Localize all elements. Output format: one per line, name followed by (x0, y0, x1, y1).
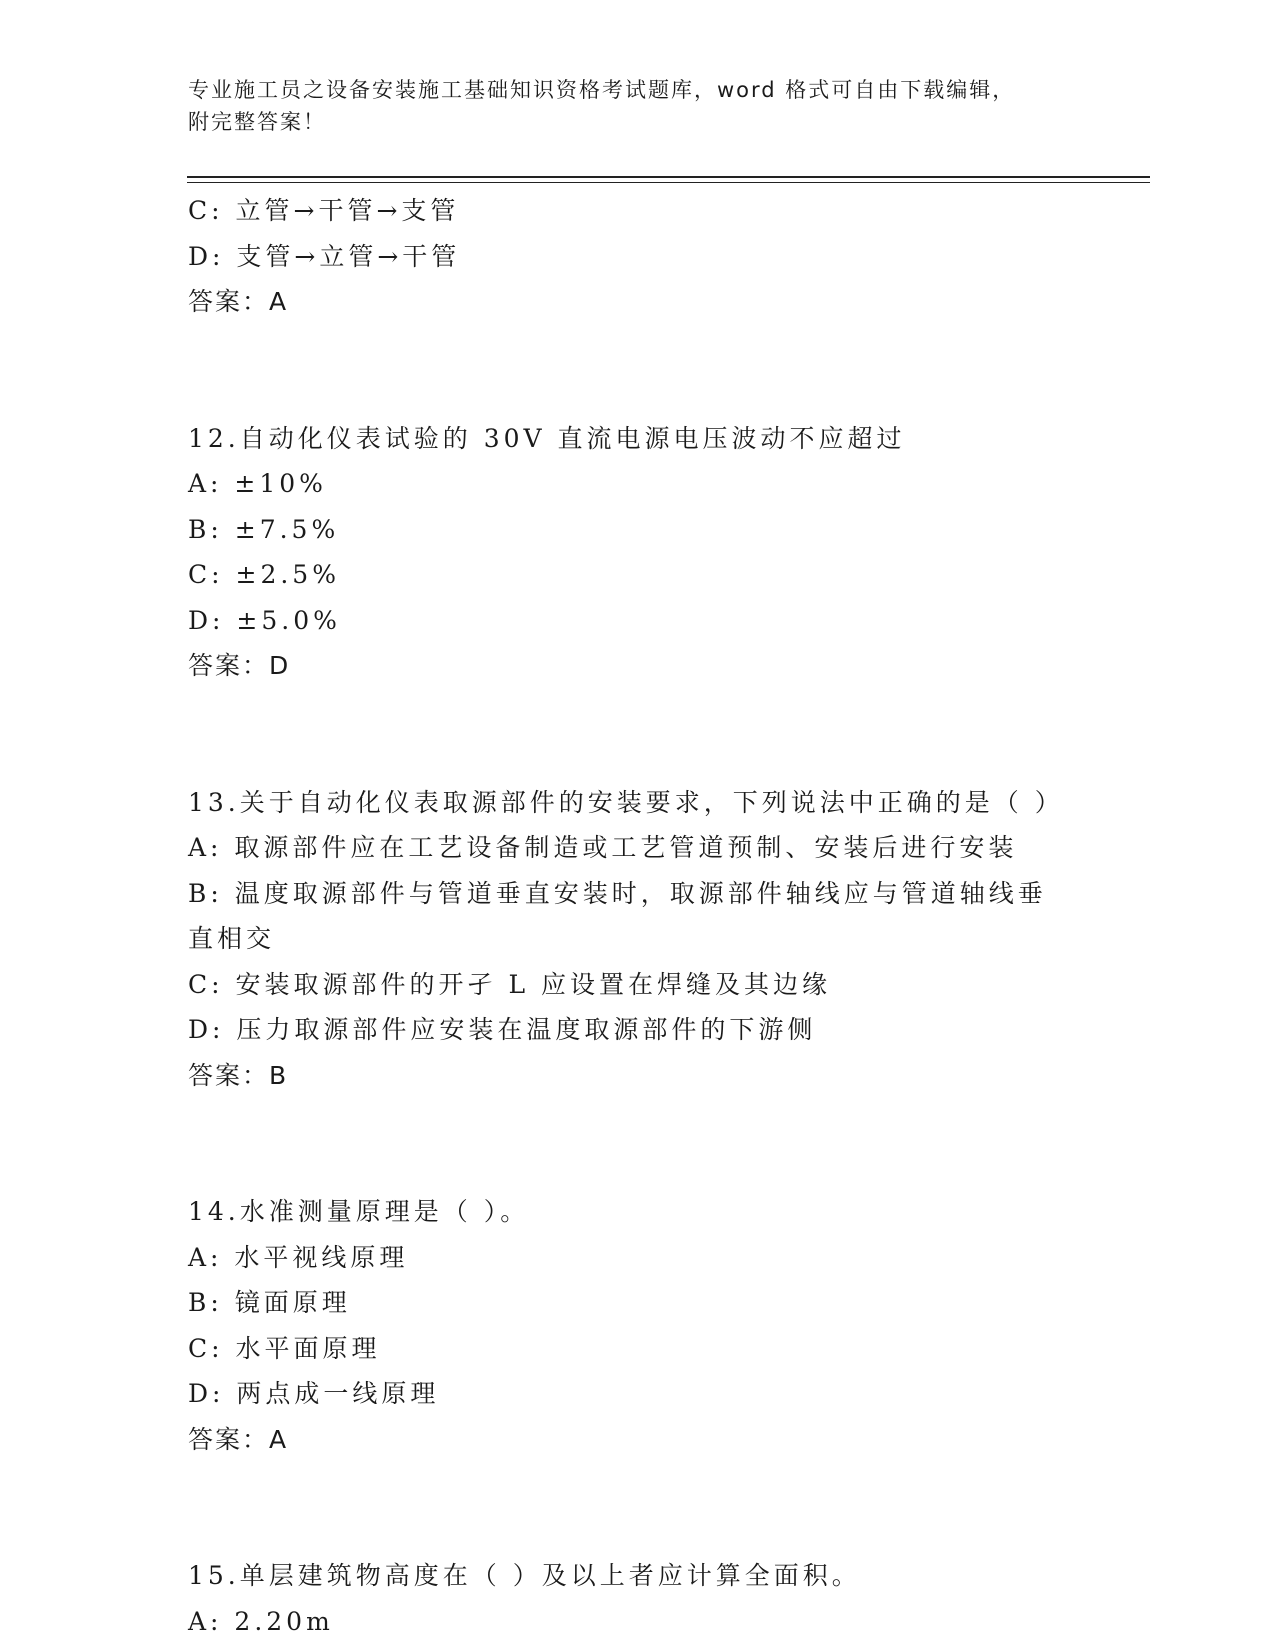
option-c: C: ±2.5% (188, 560, 340, 589)
question-11-tail (188, 188, 1088, 325)
option-a: A: ±10% (188, 469, 327, 498)
header-line-2: 附完整答案！ (188, 110, 326, 134)
question-list (188, 188, 1088, 1644)
option-c: C: 立管→干管→支管 (188, 196, 460, 225)
document-header (188, 74, 1068, 138)
option-a: A: 水平视线原理 (188, 1242, 409, 1272)
answer: 答案：A (188, 1424, 289, 1454)
question-13 (188, 780, 1088, 1099)
option-d: D: 支管→立管→干管 (188, 241, 461, 271)
option-d: D: 压力取源部件应安装在温度取源部件的下游侧 (188, 1015, 817, 1044)
answer: 答案：A (188, 287, 289, 316)
option-d: D: 两点成一线原理 (188, 1379, 440, 1408)
question-text: 13.关于自动化仪表取源部件的安装要求，下列说法中正确的是（ ） (188, 787, 1064, 817)
question-text: 15.单层建筑物高度在（ ）及以上者应计算全面积。 (188, 1561, 861, 1590)
question-text: 14.水准测量原理是（ ）。 (188, 1197, 530, 1226)
option-b: B: ±7.5% (188, 514, 340, 544)
option-a: A: 取源部件应在工艺设备制造或工艺管道预制、安装后进行安装 (188, 833, 1018, 862)
question-12 (188, 416, 1088, 689)
option-c: C: 安装取源部件的开孑 L 应设置在焊缝及其边缘 (188, 969, 831, 999)
answer: 答案：D (188, 651, 291, 680)
question-14 (188, 1189, 1088, 1462)
header-line-1: 专业施工员之设备安装施工基础知识资格考试题库，word 格式可自由下载编辑， (188, 78, 1016, 102)
header-divider-bottom (187, 182, 1150, 183)
option-b: B: 温度取源部件与管道垂直安装时，取源部件轴线应与管道轴线垂直相交 (188, 878, 1047, 953)
question-15 (188, 1553, 1088, 1644)
option-a: A: 2.20m (188, 1606, 334, 1636)
option-d: D: ±5.0% (188, 605, 341, 635)
question-text: 12.自动化仪表试验的 30V 直流电源电压波动不应超过 (188, 423, 906, 453)
header-divider-top (187, 176, 1150, 178)
option-b: B: 镜面原理 (188, 1288, 351, 1317)
option-c: C: 水平面原理 (188, 1333, 381, 1363)
answer: 答案：B (188, 1060, 289, 1090)
